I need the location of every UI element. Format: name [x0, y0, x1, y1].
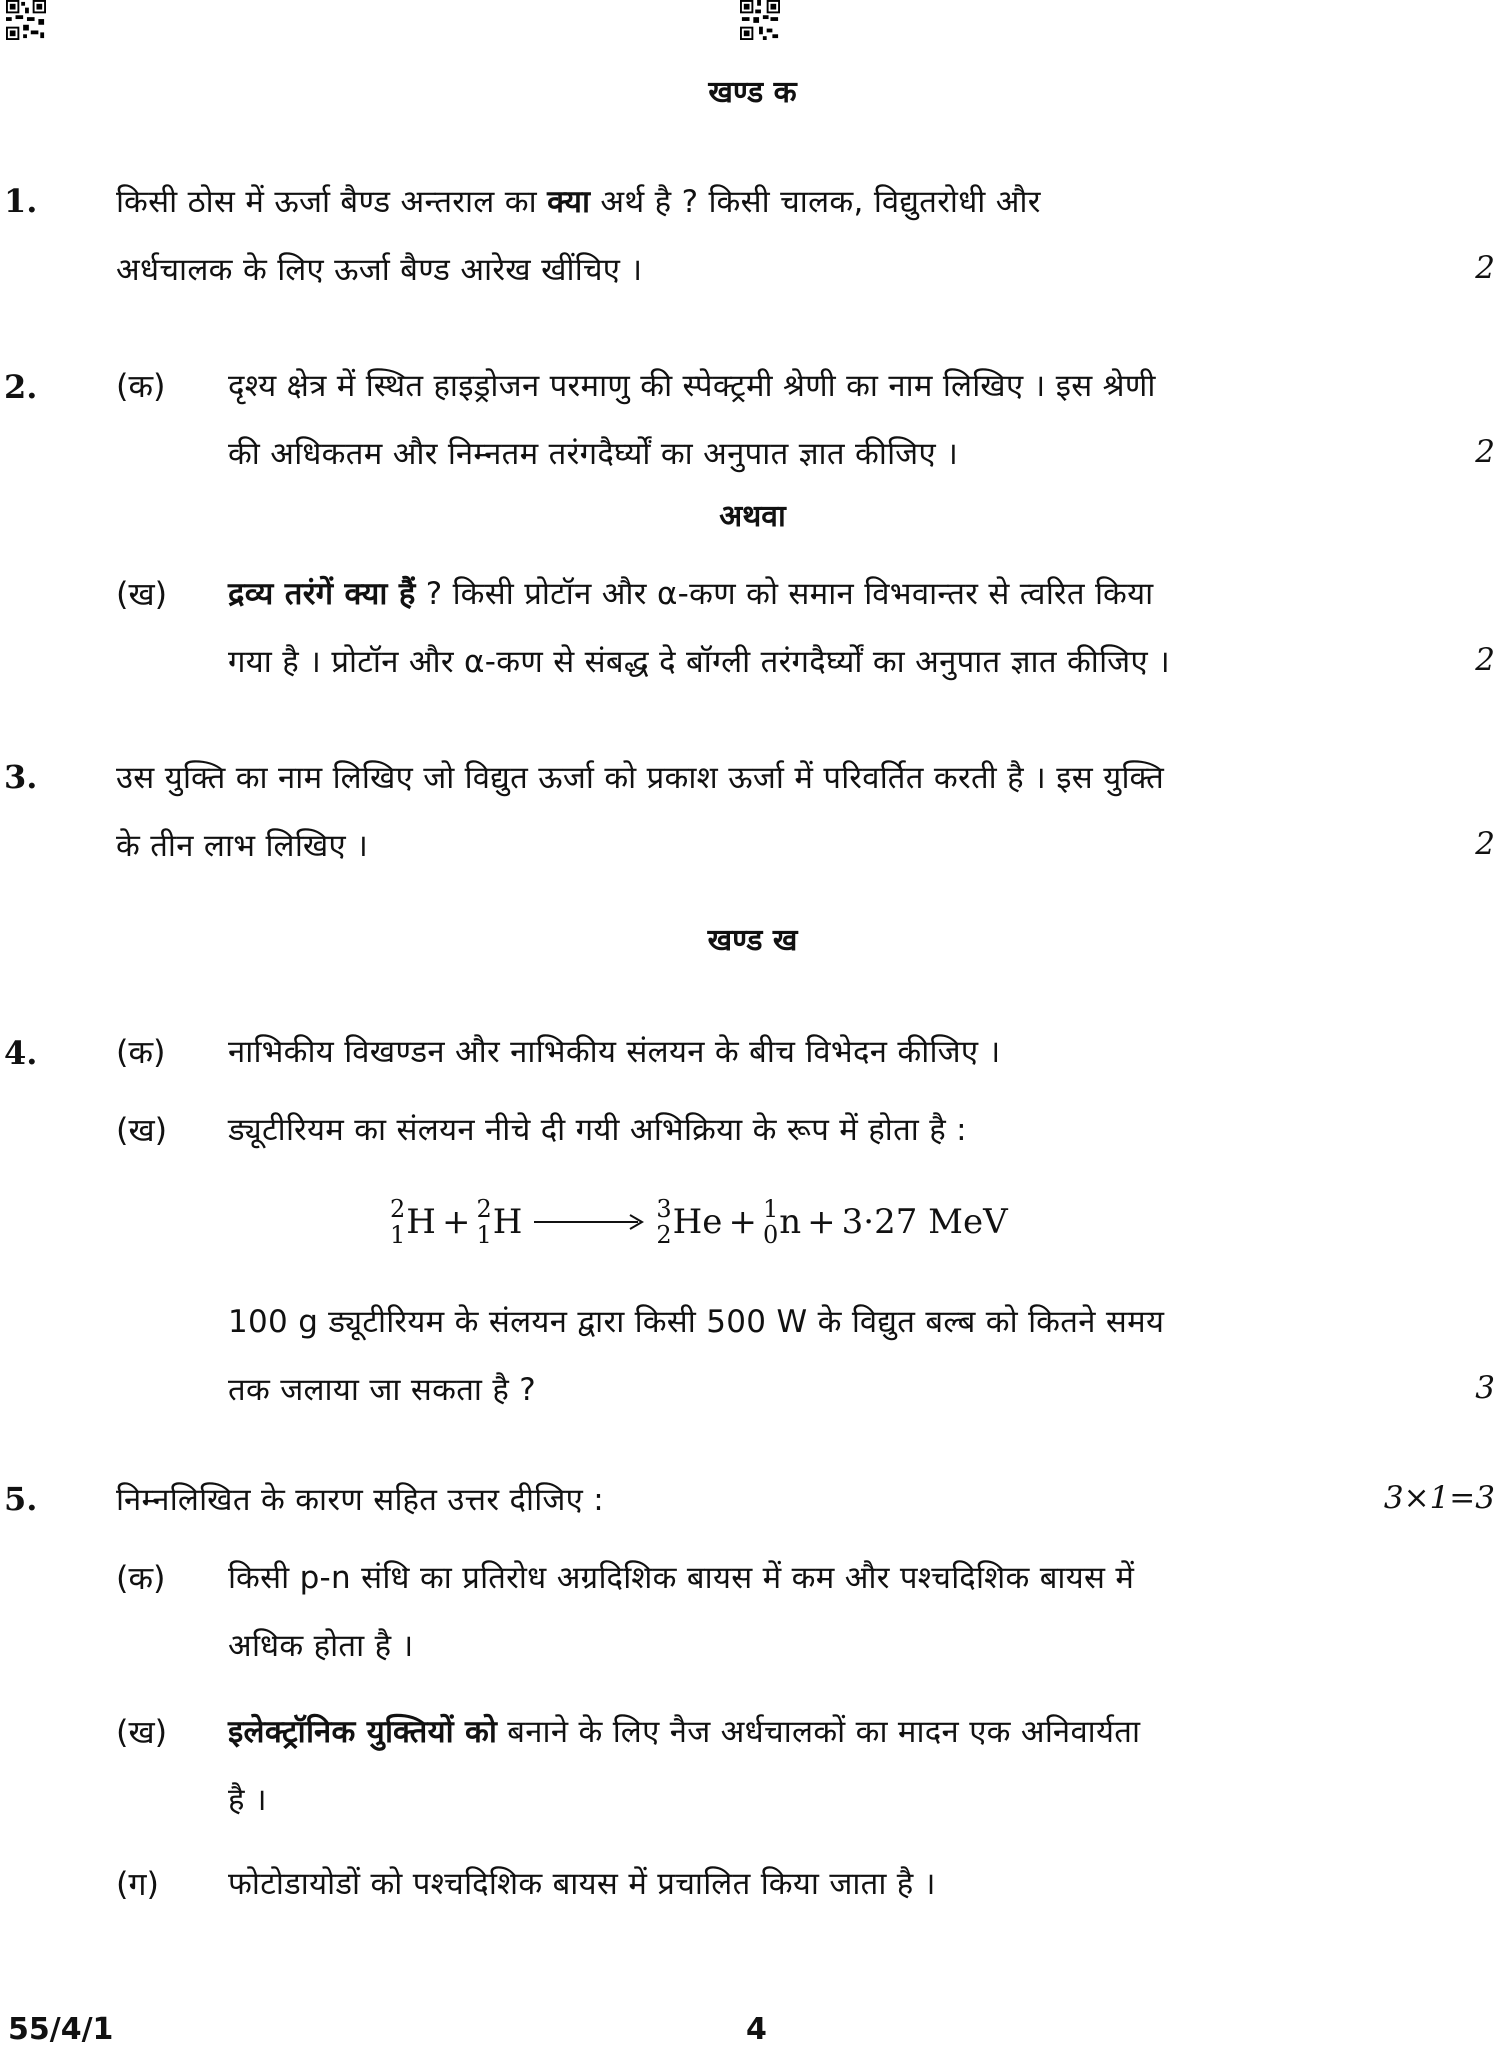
question-text: के तीन लाभ लिखिए ।	[116, 828, 369, 864]
question-text: अर्धचालक के लिए ऊर्जा बैण्ड आरेख खींचिए ।	[116, 252, 643, 288]
question-text: तक जलाया जा सकता है ?	[228, 1372, 537, 1408]
marks: 2	[1475, 250, 1495, 286]
question-text: किसी p-n संधि का प्रतिरोध अग्रदिशिक बायस में कम और पश्चदिशिक बायस में	[228, 1560, 1135, 1596]
nuclide-helium	[656, 1196, 722, 1248]
marks: 2	[1475, 642, 1495, 678]
qr-code-right	[738, 0, 782, 40]
question-number: 1.	[4, 182, 38, 220]
question-text: 100 g ड्यूटीरियम के संलयन द्वारा किसी 500 W के विद्युत बल्ब को कितने समय	[228, 1304, 1165, 1340]
text-segment: अर्थ है ? किसी चालक, विद्युतरोधी और	[590, 184, 1041, 220]
mass-number: 2	[476, 1195, 492, 1223]
nuclide-deuterium	[390, 1196, 436, 1248]
emphasis-text: क्या	[547, 184, 591, 220]
question-text: नाभिकीय विखण्डन और नाभिकीय संलयन के बीच विभेदन कीजिए ।	[228, 1034, 1001, 1070]
marks: 2	[1475, 826, 1495, 862]
marks: 2	[1475, 434, 1495, 470]
question-text: गया है । प्रोटॉन और α-कण से संबद्ध दे बॉग्ली तरंगदैर्घ्यों का अनुपात ज्ञात कीजिए ।	[228, 644, 1171, 680]
nuclide-deuterium	[476, 1196, 522, 1248]
question-text: की अधिकतम और निम्नतम तरंगदैर्घ्यों का अनुपात ज्ञात कीजिए ।	[228, 436, 959, 472]
atomic-number: 0	[762, 1221, 779, 1249]
question-text	[228, 572, 1153, 614]
qr-code-icon	[4, 0, 48, 40]
question-text: फोटोडायोडों को पश्चदिशिक बायस में प्रचालित किया जाता है ।	[228, 1866, 936, 1902]
plus-sign: +	[728, 1202, 757, 1242]
question-text: अधिक होता है ।	[228, 1628, 414, 1664]
question-text: निम्नलिखित के कारण सहित उत्तर दीजिए :	[116, 1482, 604, 1518]
mass-number: 1	[762, 1195, 779, 1223]
emphasis-text: द्रव्य तरंगें क्या हैं	[228, 576, 416, 612]
paper-code: 55/4/1	[8, 2012, 114, 2047]
plus-sign: +	[441, 1202, 471, 1242]
text-segment: किसी ठोस में ऊर्जा बैण्ड अन्तराल का	[116, 184, 548, 220]
atomic-number: 2	[656, 1221, 672, 1249]
sub-question-label: (ख)	[116, 1713, 168, 1751]
sub-question-label: (क)	[116, 1559, 166, 1597]
qr-code-left	[4, 0, 48, 40]
sub-question-label: (क)	[116, 1033, 166, 1071]
text-segment: बनाने के लिए नैज अर्धचालकों का मादन एक अनिवार्यता	[497, 1714, 1141, 1750]
sub-question-label: (ग)	[116, 1865, 159, 1903]
fusion-equation	[390, 1196, 1008, 1248]
sub-question-label: (ख)	[116, 575, 168, 613]
element-symbol: He	[672, 1202, 723, 1242]
section-heading-b: खण्ड ख	[707, 923, 798, 958]
plus-sign: +	[807, 1202, 836, 1242]
marks: 3	[1475, 1370, 1495, 1406]
emphasis-text: इलेक्ट्रॉनिक युक्तियों को	[228, 1714, 498, 1750]
marks: 3×1=3	[1383, 1480, 1495, 1516]
element-symbol: H	[492, 1202, 523, 1242]
question-number: 2.	[4, 368, 38, 406]
page-number: 4	[746, 2012, 767, 2047]
question-text: है ।	[228, 1782, 267, 1818]
question-text	[116, 180, 1041, 222]
question-text: ड्यूटीरियम का संलयन नीचे दी गयी अभिक्रिया के रूप में होता है :	[228, 1112, 967, 1148]
reaction-arrow-icon	[534, 1212, 644, 1232]
sub-question-label: (ख)	[116, 1111, 168, 1149]
mass-number: 3	[656, 1195, 672, 1223]
section-heading-a: खण्ड क	[708, 75, 797, 110]
question-number: 5.	[4, 1480, 38, 1518]
text-segment: ? किसी प्रोटॉन और α-कण को समान विभवान्तर से त्वरित किया	[415, 576, 1154, 612]
sub-question-label: (क)	[116, 367, 166, 405]
nuclide-neutron	[763, 1196, 801, 1248]
mass-number: 2	[390, 1195, 406, 1223]
atomic-number: 1	[390, 1221, 406, 1249]
or-separator: अथवा	[719, 499, 786, 534]
element-symbol: n	[779, 1202, 802, 1242]
question-text	[228, 1710, 1140, 1752]
question-text: उस युक्ति का नाम लिखिए जो विद्युत ऊर्जा को प्रकाश ऊर्जा में परिवर्तित करती है । इस युक्ति	[116, 760, 1165, 796]
element-symbol: H	[406, 1202, 436, 1242]
qr-code-icon	[738, 0, 782, 40]
question-number: 3.	[4, 758, 38, 796]
question-text: दृश्य क्षेत्र में स्थित हाइड्रोजन परमाणु की स्पेक्ट्रमी श्रेणी का नाम लिखिए । इस श्रेणी	[228, 368, 1156, 404]
atomic-number: 1	[476, 1221, 492, 1249]
question-number: 4.	[4, 1034, 38, 1072]
energy-released: 3·27 MeV	[841, 1202, 1008, 1242]
